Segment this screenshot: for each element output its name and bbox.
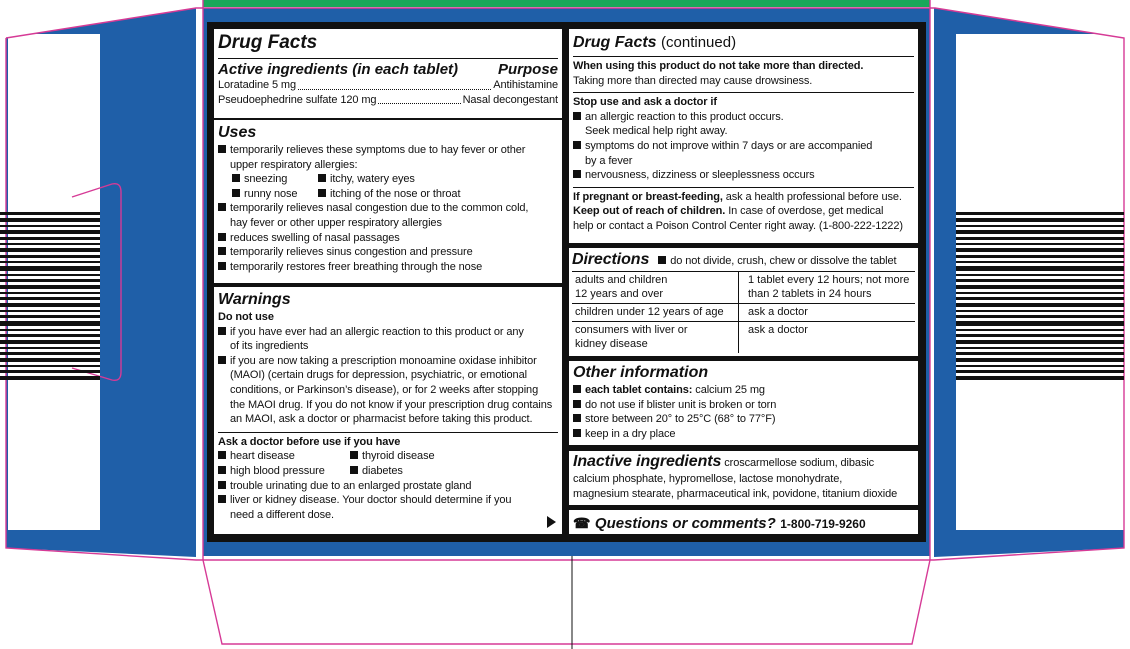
continue-arrow-icon [547, 516, 556, 528]
drug-facts-top-box [212, 27, 564, 120]
other-info-heading: Other information [573, 364, 709, 381]
directions-box: Directions do not divide, crush, chew or dissolve the tablet adults and children 12 years and over 1 tablet every 12 hours; not more than 2 tablets in 24 hours children under 12 years of age ask a doctor consumers with liver or kidney disease ask a doctor [567, 246, 920, 358]
table-row: consumers with liver or kidney disease ask a doctor [572, 322, 915, 354]
active-ingredients-heading: Active ingredients (in each tablet) [218, 61, 459, 78]
inactive-heading: Inactive ingredients [573, 453, 722, 470]
active-row: Loratadine 5 mg Antihistamine [218, 79, 558, 91]
uses-box: Uses temporarily relieves these symptoms due to hay fever or other upper respiratory allergies: sneezing itchy, watery eyes runny nose itching of the nose or throat temporarily relieves nasal congestion due to the common cold, hay fever or other upper respiratory allergies reduces swelling of nasal passages temporarily relieves sinus congestion and pressure temporarily restores freer breathing through the nose [212, 118, 564, 285]
questions-box [567, 508, 920, 536]
barcode-left [0, 212, 100, 380]
table-row: children under 12 years of age ask a doctor [572, 304, 915, 322]
ask-doctor-heading: Ask a doctor before use if you have [218, 435, 401, 448]
drug-facts-title: Drug Facts [218, 32, 318, 53]
questions-phone: 1-800-719-9260 [780, 517, 866, 531]
directions-heading: Directions [572, 251, 650, 268]
continued-box: Drug Facts (continued) When using this product do not take more than directed. Taking more than directed may cause drowsiness. Stop use and ask a doctor if an allergic reaction to this product occurs. Seek medical help right away. symptoms do not improve within 7 days or are accompanied by a fever nervousness, dizziness or sleeplessness occurs If pregnant or breast-feeding, ask a health professional before use. Keep out of reach of children. In case of overdose, get medical help or contact a Poison Control Center right away. (1-800-222-1222) [567, 27, 920, 245]
other-info-box: Other information each tablet contains: calcium 25 mg do not use if blister unit is broken or torn store between 20° to 25°C (68° to 77°F) keep in a dry place [567, 359, 920, 447]
phone-icon: ☎ [573, 515, 591, 531]
table-row: adults and children 12 years and over 1 tablet every 12 hours; not more than 2 tablets in 24 hours [572, 272, 915, 304]
stop-use-heading: Stop use and ask a doctor if [573, 96, 717, 109]
do-not-use-heading: Do not use [218, 311, 274, 323]
purpose-heading: Purpose [497, 61, 558, 78]
inactive-box: Inactive ingredients croscarmellose sodium, dibasic calcium phosphate, hypromellose, lactose monohydrate, magnesium stearate, pharmaceutical ink, povidone, titanium dioxide [567, 449, 920, 507]
active-row: Pseudoephedrine sulfate 120 mg Nasal decongestant [218, 93, 558, 106]
warnings-box: Warnings Do not use if you have ever had an allergic reaction to this product or any of its ingredients if you are now taking a prescription monoamine oxidase inhibitor (MAOI) (certain drugs for depression, psychiatric, or emotional conditions, or Parkinson’s disease), or for 2 weeks after stopping the MAOI drug. If you do not know if your prescription drug contains an MAOI, ask a doctor or pharmacist before taking this product. Ask a doctor before use if you have heart disease thyroid disease high blood pressure diabetes trouble urinating due to an enlarged prostate gland liver or kidney disease. Your doctor should determine if you need a different dose. [212, 285, 564, 536]
warnings-heading: Warnings [218, 291, 291, 308]
barcode-right [956, 212, 1124, 380]
directions-table [572, 271, 915, 353]
drug-facts-continued-title: Drug Facts [573, 34, 657, 51]
uses-heading: Uses [218, 124, 257, 141]
questions-heading: Questions or comments? [594, 515, 776, 532]
